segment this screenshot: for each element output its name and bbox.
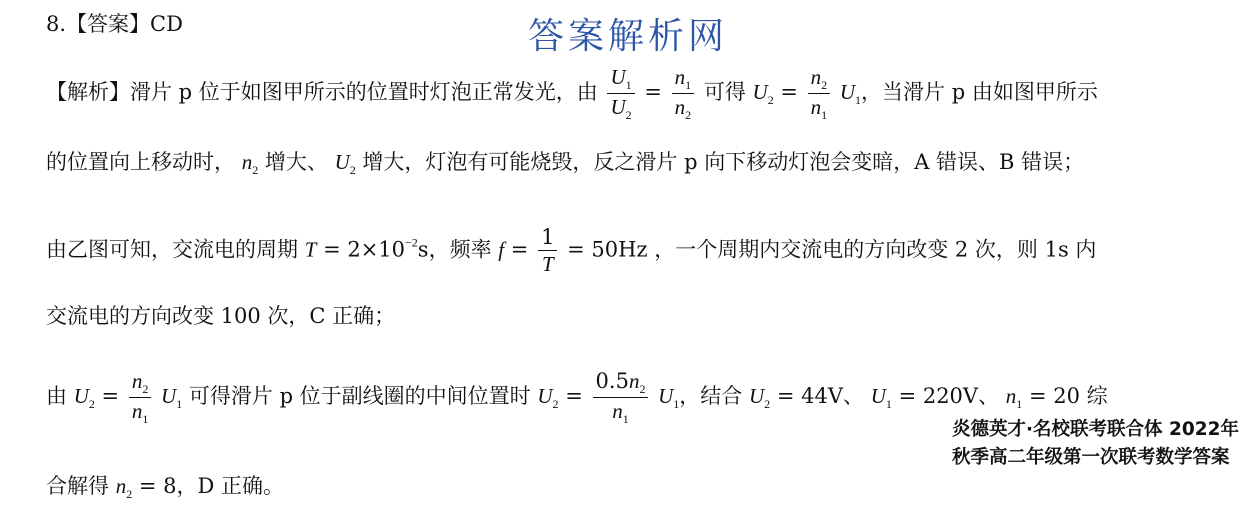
answer-line	[46, 14, 183, 35]
analysis-tag: 【解析】	[46, 80, 130, 104]
freq-value: = 50Hz	[567, 237, 648, 262]
analysis-line-3: 由乙图可知，交流电的周期 $T = 2\times 10^{-2}s$，频率 f = $\frac{1}{T}$ = 50Hz ，一个周期内交流电的方向改变 2 次，则 1s 内	[46, 225, 1097, 277]
ratio-n2-n1: $\frac{n_2}{n_1}$	[808, 64, 831, 123]
answer-label: 8.【答案】CD	[46, 12, 183, 36]
ratio-n2-n1-b: $\frac{n_2}{n_1}$	[129, 368, 152, 427]
ratio-u1-u2: $\frac{U_1}{U_2}$	[607, 64, 634, 123]
ratio-n1-n2: $\frac{n_1}{n_2}$	[672, 64, 695, 123]
analysis-line-2: 的位置向上移动时， $n_2$ 增大、 $U_2$ 增大，灯泡有可能烧毁，反之滑片 p 向下移动灯泡会变暗，A 错误、B 错误；	[46, 150, 1085, 177]
analysis-line-5: 由 $U_2$ = $\frac{n_2}{n_1}$ $U_1$ 可得滑片 p 位于副线圈的中间位置时 $U_2$ = $\frac{0.5n_2}{n_1}$ $U_1$，结合 $U_2 = 44V$、 $U_1 = 220V$、 $n_1 = 20$ 综	[46, 369, 1108, 426]
watermark-logo: 答案解析网	[528, 16, 729, 57]
exam-source-badge: 炎德英才·名校联考联合体 2022年秋季高二年级第一次联考数学答案	[952, 419, 1239, 468]
analysis-line-1: 【解析】滑片 p 位于如图甲所示的位置时灯泡正常发光，由 $\frac{U_1}{U_2}$ = $\frac{n_1}{n_2}$ 可得 $U_2$ = $\frac{n_2}{n_1}$ $U_1$，当滑片 p 由如图甲所示	[46, 65, 1098, 122]
analysis-line-4: 交流电的方向改变 100 次，C 正确；	[46, 304, 396, 328]
period-value: = 2×10	[323, 237, 406, 262]
analysis-line-6: 合解得 $n_2 = 8$，D 正确。	[46, 474, 285, 501]
half-ratio: $\frac{0.5n_2}{n_1}$	[593, 368, 649, 427]
freq-fraction: $\frac{1}{T}$	[538, 224, 557, 278]
